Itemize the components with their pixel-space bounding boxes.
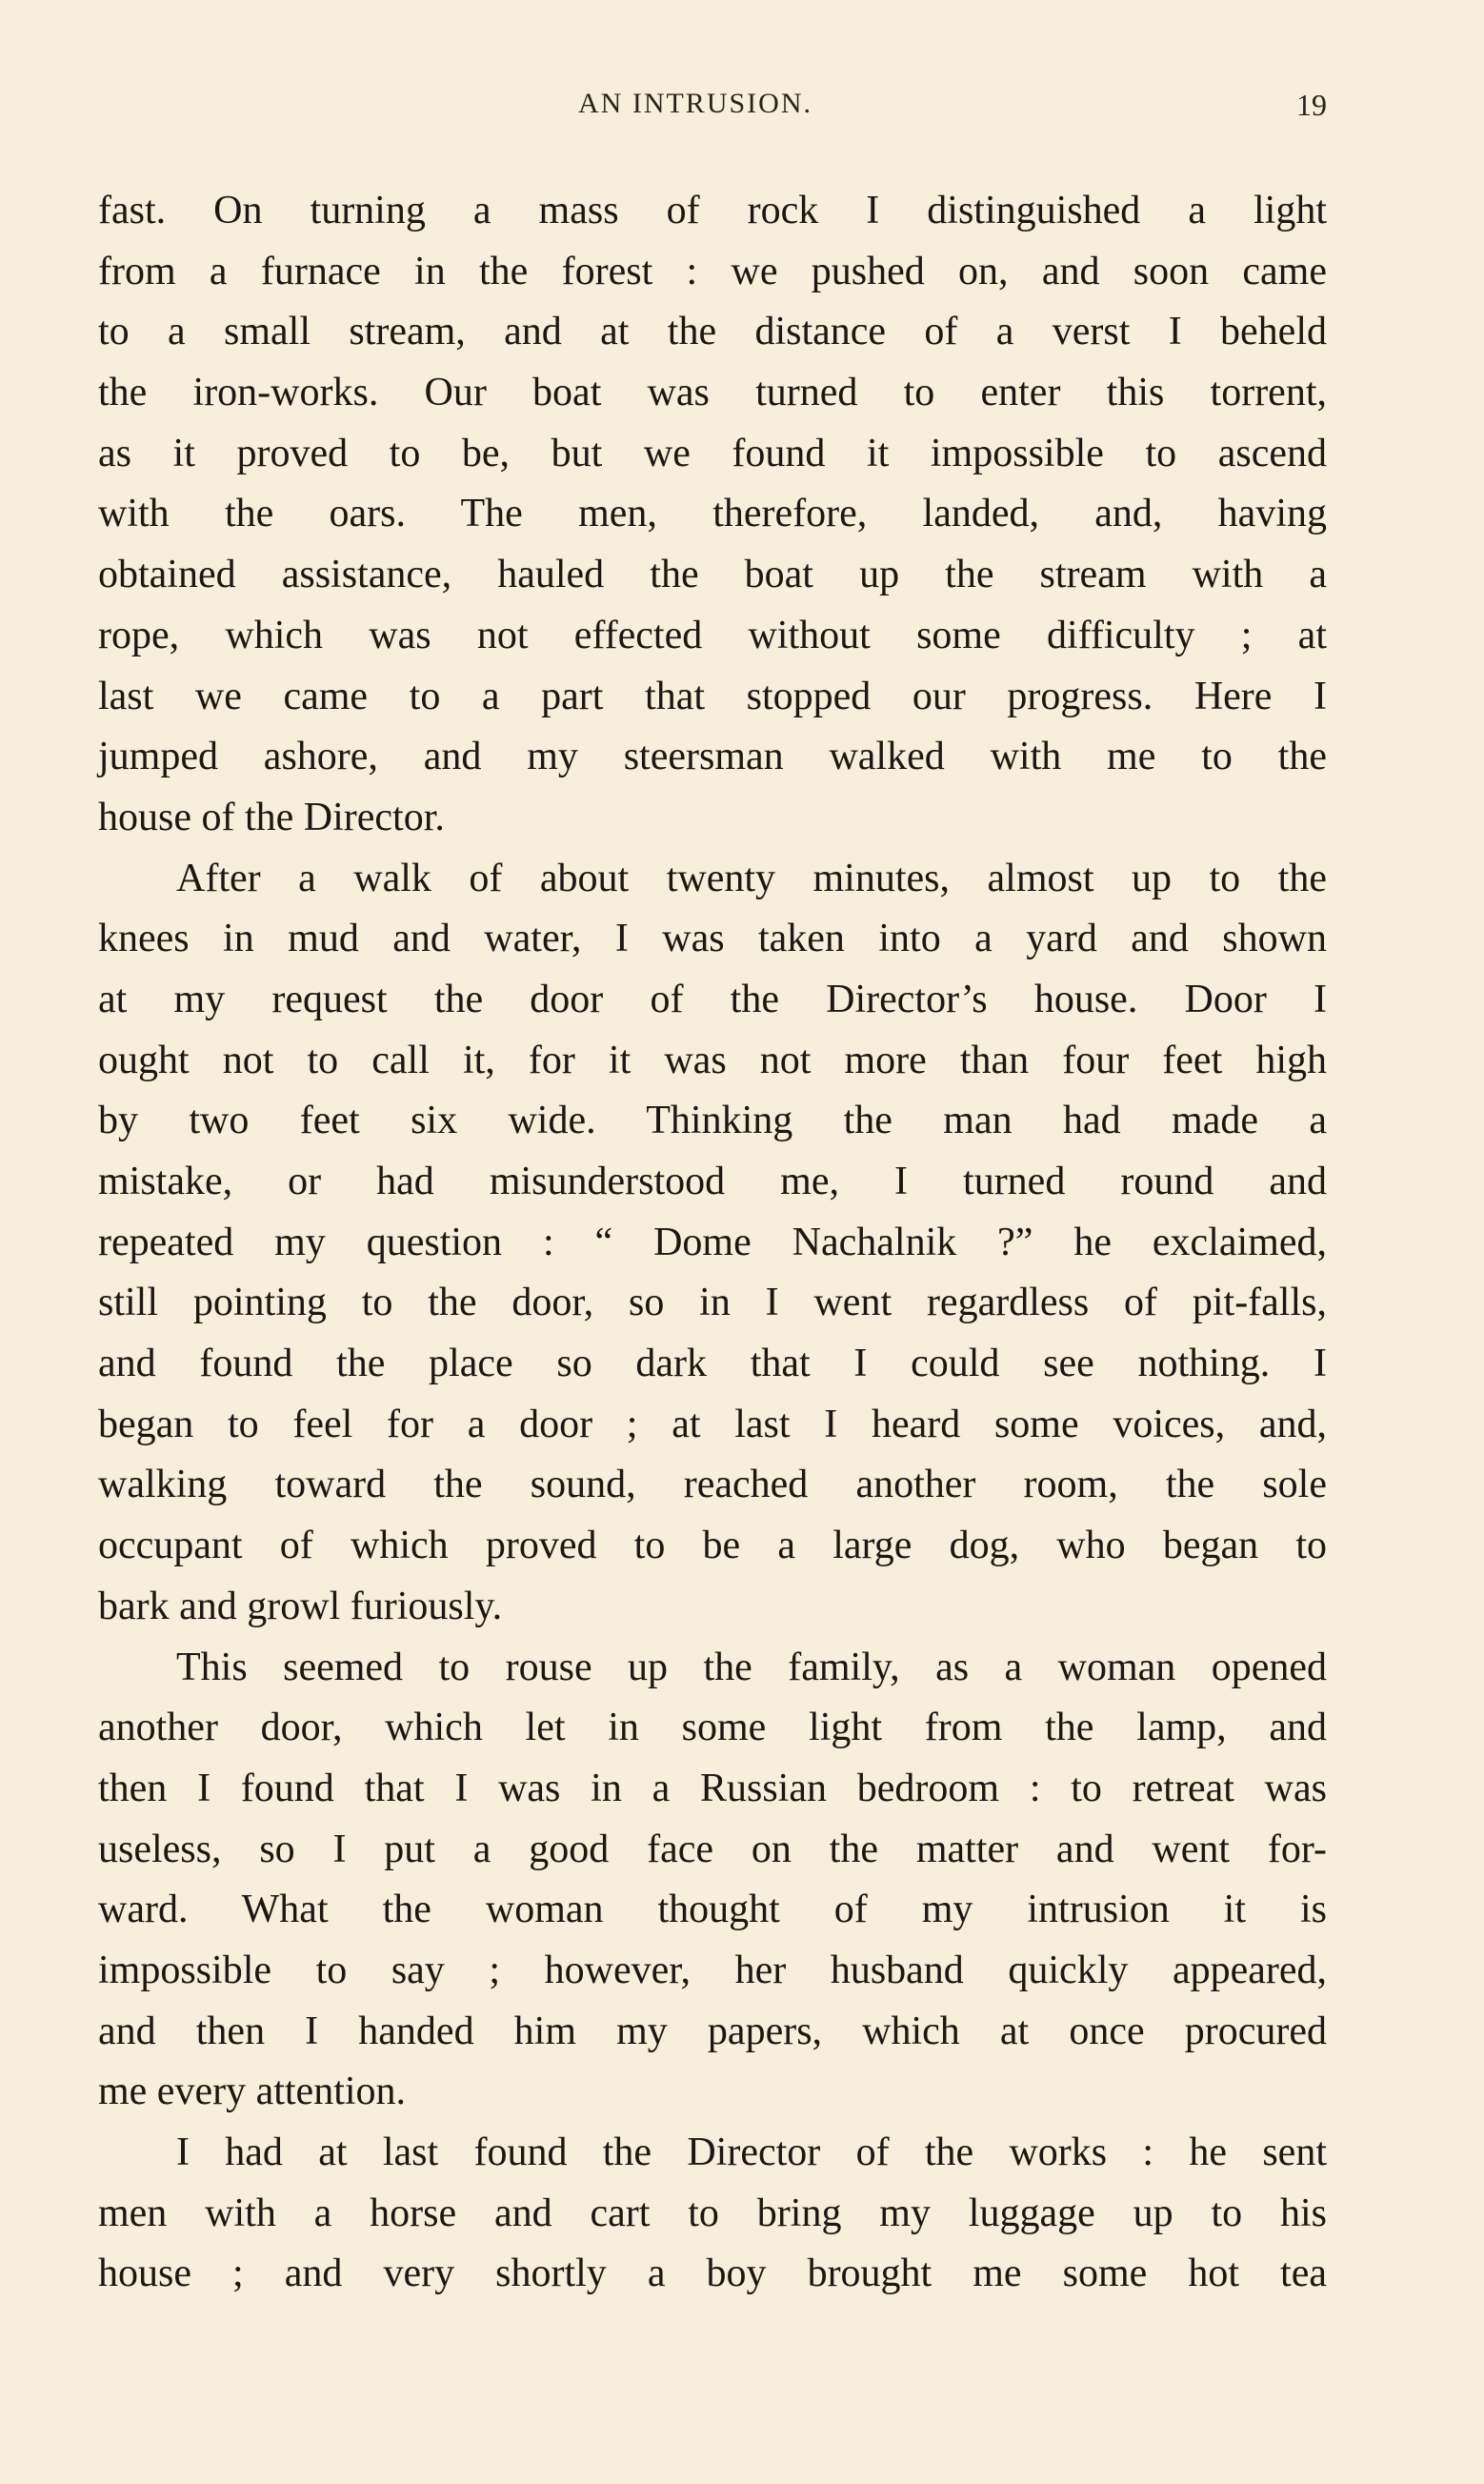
text-line: ought not to call it, for it was not more than four feet high (98, 1038, 1327, 1082)
text-line: obtained assistance, hauled the boat up the stream with a (98, 553, 1327, 597)
text-line: from a furnace in the forest : we pushed on, and soon came (98, 249, 1327, 293)
text-line: still pointing to the door, so in I went regardless of pit-falls, (98, 1281, 1327, 1325)
text-line: house ; and very shortly a boy brought me some hot tea (98, 2252, 1327, 2296)
text-line: to a small stream, and at the distance of a verst I beheld (98, 310, 1327, 354)
text-line: at my request the door of the Director’s house. Door I (98, 977, 1327, 1021)
running-head (0, 88, 1484, 126)
text-line: began to feel for a door ; at last I heard some voices, and, (98, 1402, 1327, 1446)
text-line: as it proved to be, but we found it impossible to ascend (98, 431, 1327, 475)
text-line: men with a horse and cart to bring my luggage up to his (98, 2191, 1327, 2235)
text-line: with the oars. The men, therefore, landed, and, having (98, 492, 1327, 536)
text-line: impossible to say ; however, her husband quickly appeared, (98, 1948, 1327, 1992)
text-line: After a walk of about twenty minutes, almost up to the (176, 856, 1327, 900)
text-line: occupant of which proved to be a large dog, who began to (98, 1524, 1327, 1568)
text-line: fast. On turning a mass of rock I distinguished a light (98, 189, 1327, 232)
running-title: AN INTRUSION. (578, 88, 812, 119)
text-line: and then I handed him my papers, which at once procured (98, 2009, 1327, 2053)
body-text (98, 181, 1327, 2305)
text-line: knees in mud and water, I was taken into a yard and shown (98, 917, 1327, 961)
text-line: and found the place so dark that I could see nothing. I (98, 1342, 1327, 1386)
text-line: rope, which was not effected without some difficulty ; at (98, 613, 1327, 657)
text-line: ward. What the woman thought of my intrusion it is (98, 1888, 1327, 1932)
text-line: last we came to a part that stopped our progress. Here I (98, 674, 1327, 718)
text-line: repeated my question : “ Dome Nachalnik ?” he exclaimed, (98, 1220, 1327, 1264)
text-line: mistake, or had misunderstood me, I turned round and (98, 1160, 1327, 1203)
text-line: I had at last found the Director of the works : he sent (176, 2131, 1327, 2174)
text-line: by two feet six wide. Thinking the man had made a (98, 1099, 1327, 1143)
text-line: house of the Director. (98, 795, 445, 839)
text-line: another door, which let in some light from the lamp, and (98, 1706, 1327, 1750)
page-number: 19 (1296, 88, 1327, 122)
text-line: This seemed to rouse up the family, as a woman opened (176, 1645, 1327, 1689)
text-line: useless, so I put a good face on the matter and went for- (98, 1827, 1327, 1871)
text-line: walking toward the sound, reached another room, the sole (98, 1463, 1327, 1507)
text-line: then I found that I was in a Russian bedroom : to retreat was (98, 1766, 1327, 1810)
text-line: jumped ashore, and my steersman walked with me to the (98, 735, 1327, 779)
text-line: the iron-works. Our boat was turned to enter this torrent, (98, 371, 1327, 415)
text-line: me every attention. (98, 2070, 407, 2114)
text-line: bark and growl furiously. (98, 1584, 503, 1628)
